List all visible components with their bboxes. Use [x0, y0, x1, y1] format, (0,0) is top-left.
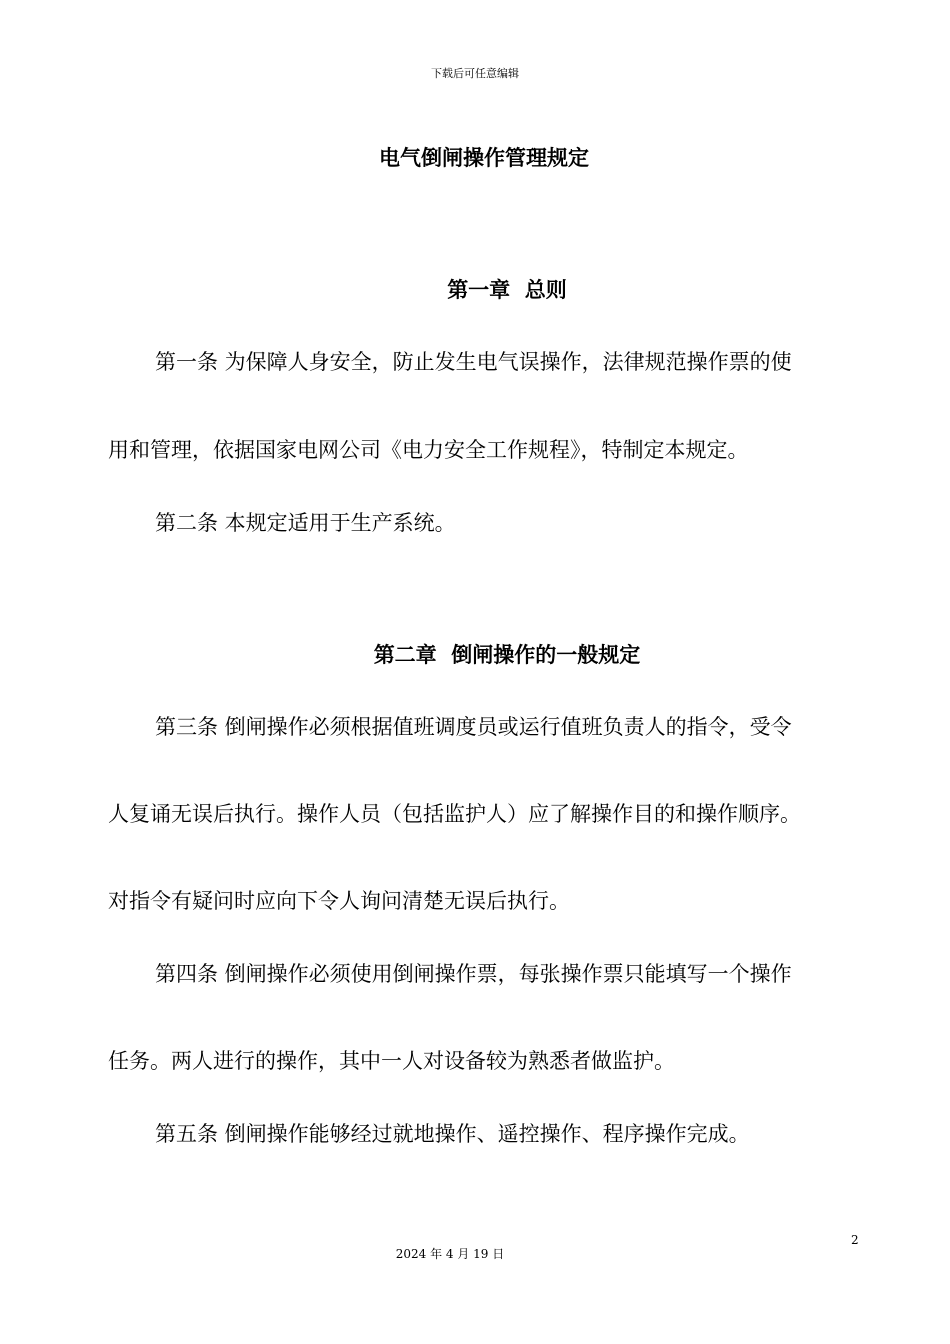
- chapter-heading-2: 第二章 倒闸操作的一般规定: [373, 643, 641, 667]
- article-3-line-3: 对指令有疑问时应向下令人询问清楚无误后执行。: [108, 889, 570, 913]
- document-title: 电气倒闸操作管理规定: [379, 146, 589, 170]
- article-3-line-1: 第三条 倒闸操作必须根据值班调度员或运行值班负责人的指令，受令: [155, 715, 792, 739]
- article-4-line-1: 第四条 倒闸操作必须使用倒闸操作票，每张操作票只能填写一个操作: [155, 962, 792, 986]
- footer-date: 2024 年 4 月 19 日: [395, 1247, 505, 1261]
- article-1-line-1: 第一条 为保障人身安全，防止发生电气误操作，法律规范操作票的使: [155, 350, 792, 374]
- article-2-line-1: 第二条 本规定适用于生产系统。: [155, 511, 456, 535]
- chapter-heading-1: 第一章 总则: [447, 278, 567, 302]
- header-note: 下载后可任意编辑: [431, 67, 519, 80]
- article-5-line-1: 第五条 倒闸操作能够经过就地操作、遥控操作、程序操作完成。: [155, 1122, 750, 1146]
- page-number: 2: [851, 1233, 859, 1247]
- article-3-line-2: 人复诵无误后执行。操作人员（包括监护人）应了解操作目的和操作顺序。: [108, 802, 801, 826]
- article-4-line-2: 任务。两人进行的操作，其中一人对设备较为熟悉者做监护。: [108, 1049, 675, 1073]
- article-1-line-2: 用和管理，依据国家电网公司《电力安全工作规程》，特制定本规定。: [108, 438, 749, 462]
